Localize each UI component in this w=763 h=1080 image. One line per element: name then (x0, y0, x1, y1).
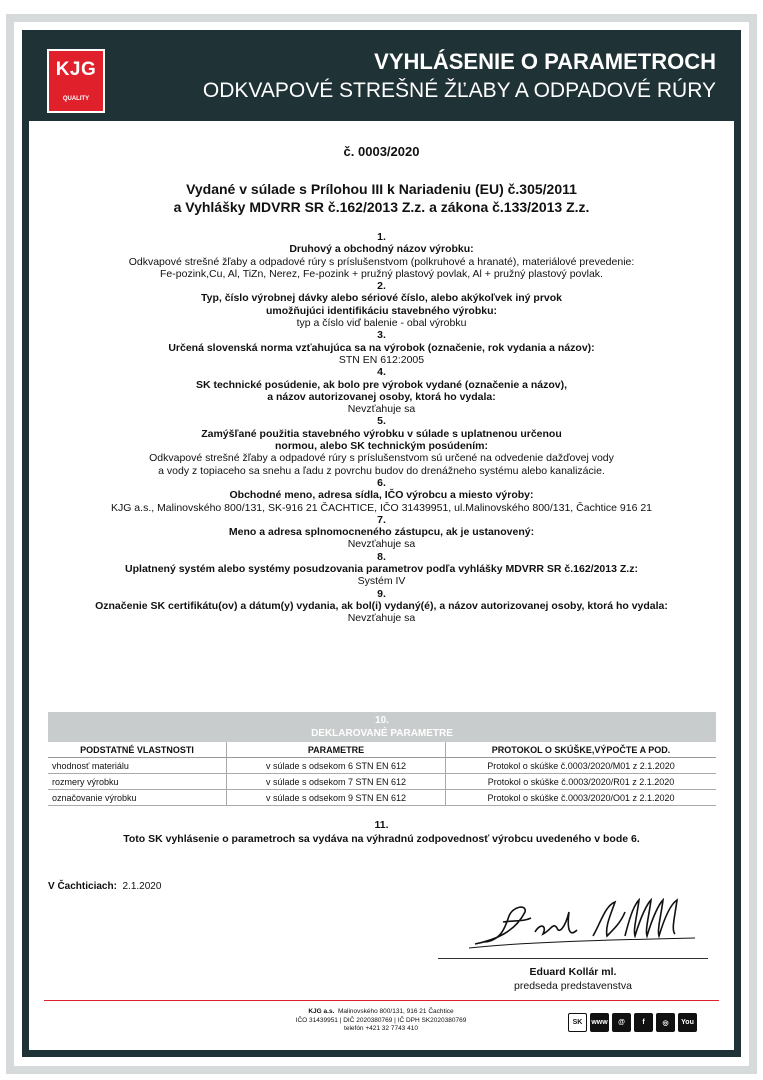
table-cell: Protokol o skúške č.0003/2020/R01 z 2.1.2020 (446, 774, 717, 790)
parameters-table (48, 742, 716, 806)
section-heading: Uplatnený systém alebo systémy posudzovania parametrov podľa vyhlášky MDVRR SR č.162/2013 Z.z: (125, 563, 638, 576)
column-header: PARAMETRE (227, 742, 446, 758)
section-value: Nevzťahuje sa (347, 612, 416, 625)
table-cell: Protokol o skúške č.0003/2020/M01 z 2.1.2020 (446, 758, 717, 774)
section-11 (0, 818, 763, 846)
section-heading: Určená slovenská norma vzťahujúca sa na výrobok (označenie, rok vydania a názov): (168, 341, 595, 354)
section-7 (40, 514, 723, 551)
column-header: PROTOKOL O SKÚŠKE,VÝPOČTE A POD. (446, 742, 717, 758)
signer-role: predseda predstavenstva (514, 980, 632, 992)
declared-parameters-header (48, 712, 716, 742)
section-number: 10. (375, 715, 389, 726)
section-heading: Typ, číslo výrobnej dávky alebo sériové číslo, alebo akýkoľvek iný prvok (200, 292, 562, 305)
section-value: KJG a.s., Malinovského 800/131, SK-916 21 ČACHTICE, IČO 31439951, ul.Malinovského 800/131, Čachtice 916 21 (110, 501, 653, 514)
section-value: a vody z topiaceho sa snehu a ľadu z povrchu budov do drenážneho systému alebo kanalizácie. (158, 464, 605, 477)
section-value: Odkvapové strešné žľaby a odpadové rúry s príslušenstvom (polkruhové a hranaté), materiálové prevedenie: (128, 255, 635, 268)
section-number: 9. (377, 587, 386, 600)
section-3 (40, 329, 723, 366)
document-subtitle: ODKVAPOVÉ STREŠNÉ ŽĽABY A ODPADOVÉ RÚRY (202, 79, 716, 102)
table-row (48, 758, 716, 774)
section-1 (40, 231, 723, 280)
table-cell: rozmery výrobku (48, 774, 227, 790)
kjg-logo (47, 49, 105, 113)
section-4 (40, 366, 723, 415)
issued-statement (0, 180, 763, 216)
section-heading: Zamýšľané použitia stavebného výrobku v súlade s uplatnenou určenou (201, 427, 562, 440)
table-cell: vhodnosť materiálu (48, 758, 227, 774)
table-row (48, 790, 716, 806)
section-value: Nevzťahuje sa (347, 403, 416, 416)
section-heading: a názov autorizovanej osoby, ktorá ho vydala: (267, 390, 496, 403)
social-icons (568, 1013, 697, 1035)
footer-phone: telefón +421 32 7743 410 (344, 1025, 418, 1032)
issue-date: 2.1.2020 (122, 881, 162, 892)
www-icon: www (590, 1013, 609, 1032)
declared-parameters (48, 712, 716, 806)
footer-ids: IČO 31439951 | DIČ 2020380769 | IČ DPH SK2020380769 (295, 1016, 467, 1024)
section-6 (40, 477, 723, 514)
section-heading: SK technické posúdenie, ak bolo pre výrobok vydané (označenie a názov), (195, 378, 568, 391)
section-8 (40, 551, 723, 588)
section-2 (40, 280, 723, 329)
signature-line (438, 958, 708, 959)
logo-text: KJG (55, 59, 97, 80)
column-header: PODSTATNÉ VLASTNOSTI (48, 742, 227, 758)
table-cell: Protokol o skúške č.0003/2020/O01 z 2.1.2020 (446, 790, 717, 806)
section-value: Odkvapové strešné žľaby a odpadové rúry s príslušenstvom sú určené na odvedenie dažďovej vody (149, 452, 614, 465)
section-number: 11. (374, 819, 389, 831)
table-cell: označovanie výrobku (48, 790, 227, 806)
section-heading: Označenie SK certifikátu(ov) a dátum(y) vydania, ak bol(i) vydaný(é), a názov autorizovanej osoby, ktorá ho vydala: (95, 599, 668, 612)
section-value: Systém IV (357, 575, 406, 588)
handwritten-signature (465, 892, 710, 952)
section-title: DEKLAROVANÉ PARAMETRE (311, 728, 453, 739)
sk-icon: SK (568, 1013, 587, 1032)
declaration-sections (40, 231, 723, 625)
section-number: 4. (377, 366, 386, 379)
table-cell: v súlade s odsekom 7 STN EN 612 (227, 774, 446, 790)
table-row (48, 774, 716, 790)
youtube-icon: You (678, 1013, 697, 1032)
section-number: 1. (377, 231, 386, 243)
footer-contact (246, 1008, 516, 1034)
responsibility-statement: Toto SK vyhlásenie o parametroch sa vydáva na výhradnú zodpovednosť výrobcu uvedeného v bode 6. (123, 833, 640, 845)
section-9 (40, 588, 723, 625)
table-cell: v súlade s odsekom 6 STN EN 612 (227, 758, 446, 774)
section-number: 8. (377, 550, 386, 563)
section-value: typ a číslo viď balenie - obal výrobku (296, 317, 467, 330)
section-heading: Obchodné meno, adresa sídla, IČO výrobcu a miesto výroby: (229, 489, 534, 502)
document-title: VYHLÁSENIE O PARAMETROCH (374, 49, 716, 74)
footer-address: Malinovského 800/131, 916 21 Čachtice (338, 1008, 454, 1015)
logo-subtext: QUALITY (62, 96, 90, 102)
section-number: 3. (377, 329, 386, 342)
document-number: č. 0003/2020 (343, 144, 420, 159)
facebook-icon: f (634, 1013, 653, 1032)
table-header-row (48, 742, 716, 758)
section-number: 5. (377, 415, 386, 428)
section-value: STN EN 612:2005 (338, 353, 425, 366)
section-5 (40, 415, 723, 476)
instagram-icon: ◎ (656, 1013, 675, 1032)
section-value: Fe-pozink,Cu, Al, TiZn, Nerez, Fe-pozink + pružný plastový povlak, Al + pružný plastový povlak. (160, 267, 603, 280)
section-value: Nevzťahuje sa (347, 538, 416, 551)
email-icon: @ (612, 1013, 631, 1032)
signer-name: Eduard Kollár ml. (529, 966, 617, 978)
section-heading: Meno a adresa splnomocneného zástupcu, ak je ustanovený: (228, 526, 535, 539)
section-heading: normou, alebo SK technickým posúdením: (275, 440, 488, 453)
footer-company: KJG a.s. (308, 1008, 335, 1015)
issued-line-1: Vydané v súlade s Prílohou III k Nariadeniu (EU) č.305/2011 (186, 181, 577, 197)
signer-block (438, 965, 708, 993)
place-label: V Čachticiach: (48, 881, 117, 892)
header-banner (29, 37, 734, 121)
table-cell: v súlade s odsekom 9 STN EN 612 (227, 790, 446, 806)
section-heading: umožňujúci identifikáciu stavebného výrobku: (265, 304, 498, 317)
issued-line-2: a Vyhlášky MDVRR SR č.162/2013 Z.z. a zákona č.133/2013 Z.z. (173, 199, 590, 215)
footer-divider (44, 1000, 719, 1001)
section-heading: Druhový a obchodný názov výrobku: (289, 243, 474, 256)
section-number: 6. (377, 476, 386, 489)
section-number: 2. (377, 280, 386, 293)
place-date (48, 881, 161, 892)
section-number: 7. (377, 513, 386, 526)
